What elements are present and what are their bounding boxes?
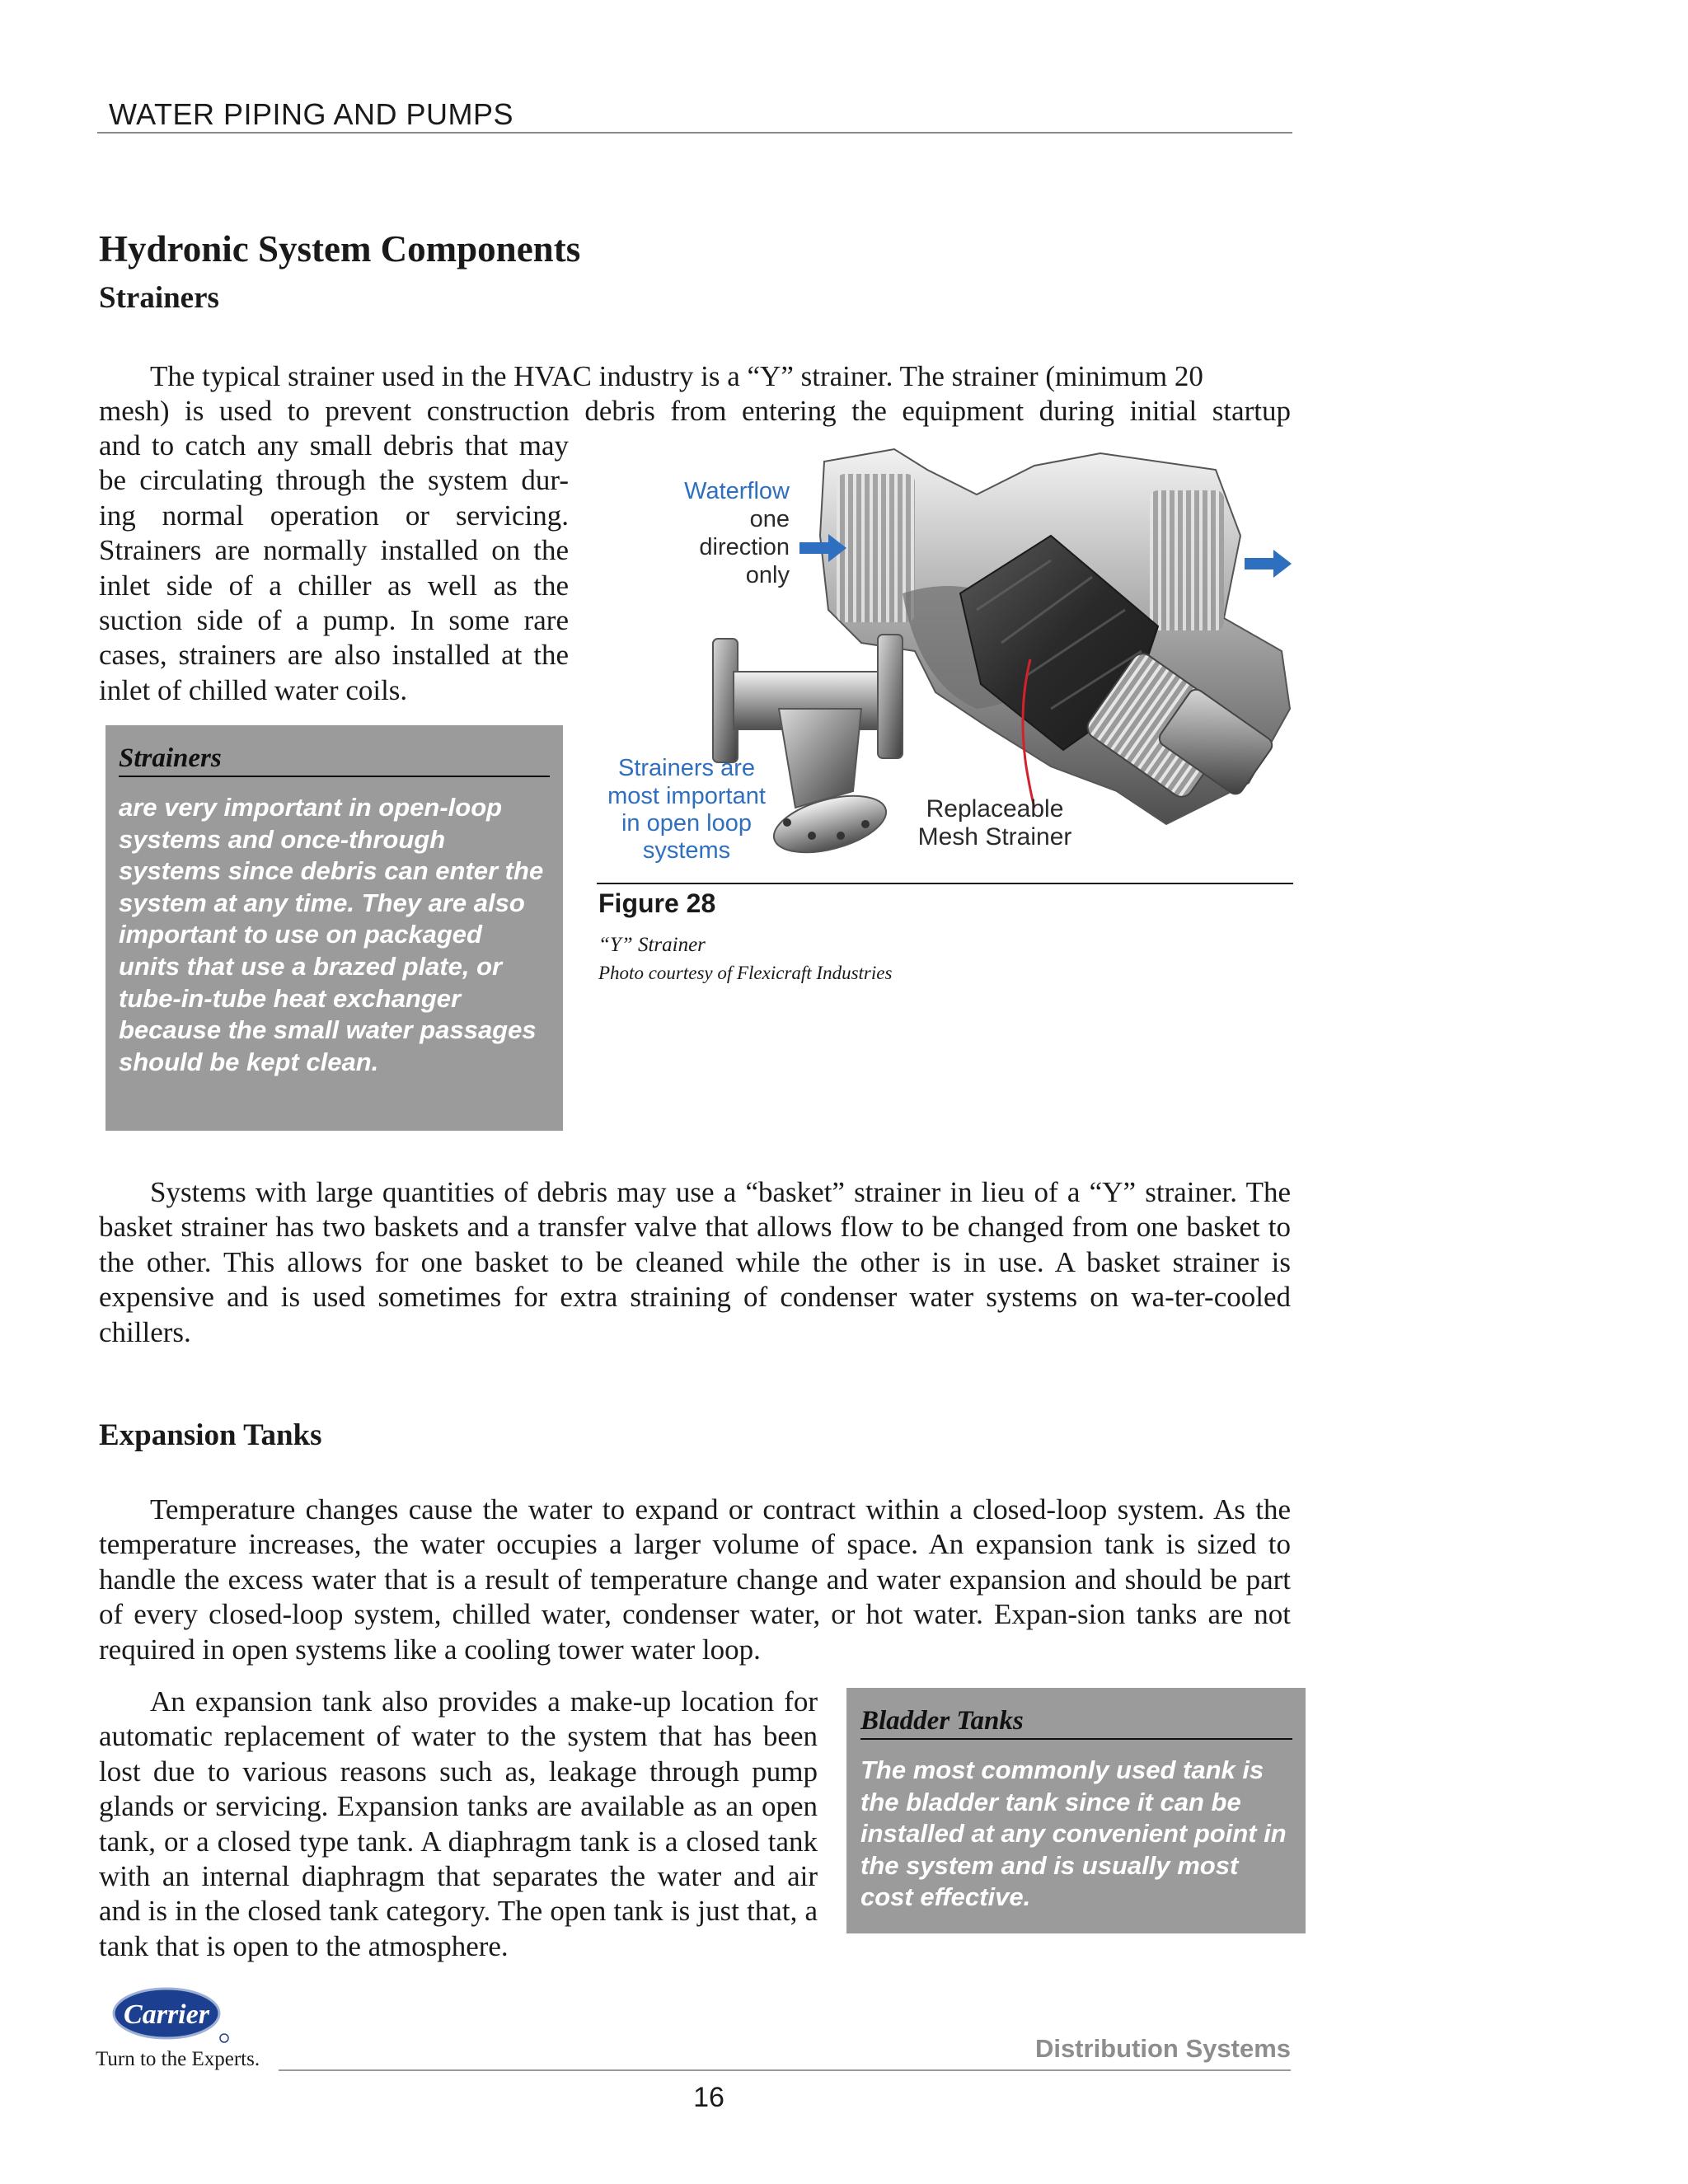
figure-number: Figure 28: [598, 888, 716, 918]
mesh-label-1: Replaceable: [926, 795, 1064, 823]
carrier-logo-text: Carrier: [124, 1999, 209, 2030]
page-title: Hydronic System Components: [99, 228, 581, 269]
important-label-2: most important: [607, 783, 766, 809]
header-rule: [97, 132, 1292, 134]
bladder-tanks-callout: [846, 1688, 1306, 1933]
important-label-1: Strainers are: [617, 755, 756, 781]
figure-rule: [597, 883, 1293, 884]
running-header: WATER PIPING AND PUMPS: [109, 97, 514, 131]
figure-credit: Photo courtesy of Flexicraft Industries: [598, 963, 893, 983]
strainers-intro-line1: The typical strainer used in the HVAC industry is a “Y” strainer. The strainer (minimum 20: [150, 360, 1203, 392]
y-strainer-figure: [589, 437, 1298, 865]
footer-section-name: Distribution Systems: [1034, 2034, 1291, 2063]
waterflow-out-arrow: [1245, 550, 1292, 578]
strainers-callout-body: are very important in open-loop systems and once-through systems since debris can enter the system at any time. They are also important to use on packaged units that use a brazed plate, or tube-in-tube heat exchanger because the small water passages should be kept clean.: [119, 793, 544, 1076]
strainers-intro-line2: mesh) is used to prevent construction debris from entering the equipment during initial startup: [99, 395, 1291, 427]
waterflow-label-2: one: [749, 506, 790, 532]
important-label-3: in open loop: [621, 810, 753, 837]
waterflow-label-1: Waterflow: [684, 478, 790, 504]
bladder-callout-body: The most commonly used tank is the bladder tank since it can be installed at any convenient point in the system and is usually most cost effective.: [860, 1755, 1287, 1912]
strainers-callout: [106, 725, 563, 1131]
footer-rule: [279, 2069, 1291, 2071]
important-label-4: systems: [642, 837, 731, 864]
strainers-callout-title: Strainers: [119, 743, 550, 777]
waterflow-label-4: only: [745, 562, 790, 588]
waterflow-label-3: direction: [699, 534, 790, 560]
page-number: 16: [693, 2082, 724, 2113]
expansion-paragraph-1: Temperature changes cause the water to expand or contract within a closed-loop system. As the temperature increases, the water occupies a larger volume of space. An expansion tank is sized to handle the excess water that is a result of temperature change and water expansion and should be part of every closed-loop system, chilled water, condenser water, or hot water. Expan-sion tanks are not required in open systems like a cooling tower water loop.: [99, 1493, 1291, 1666]
strainers-intro-rest: and to catch any small debris that may be circulating through the system dur-ing normal operation or servicing. Strainers are normally installed on the inlet side of a chiller as well as the suction side of a pump. In some rare cases, strainers are also installed at the inlet of chilled water coils.: [99, 429, 569, 706]
expansion-paragraph-2: An expansion tank also provides a make-up location for automatic replacement of water to the system that has been lost due to various reasons such as, leakage through pump glands or servicing. Expansion tanks are available as an open tank, or a closed type tank. A diaphragm tank is a closed tank with an internal diaphragm that separates the water and air and is in the closed tank category. The open tank is just that, a tank that is open to the atmosphere.: [99, 1685, 818, 1962]
strainers-heading: Strainers: [99, 281, 219, 315]
carrier-tagline: Turn to the Experts.: [96, 2048, 260, 2070]
figure-caption: “Y” Strainer: [598, 934, 706, 956]
mesh-label-2: Mesh Strainer: [917, 823, 1072, 851]
expansion-tanks-heading: Expansion Tanks: [99, 1418, 322, 1452]
carrier-logo: [107, 1984, 264, 2050]
basket-strainer-paragraph: Systems with large quantities of debris may use a “basket” strainer in lieu of a “Y” strainer. The basket strainer has two baskets and a transfer valve that allows flow to be changed from one basket to the other. This allows for one basket to be cleaned while the other is in use. A basket strainer is expensive and is used sometimes for extra straining of condenser water systems on wa-ter-cooled chillers.: [99, 1176, 1291, 1348]
bladder-callout-title: Bladder Tanks: [860, 1706, 1292, 1740]
